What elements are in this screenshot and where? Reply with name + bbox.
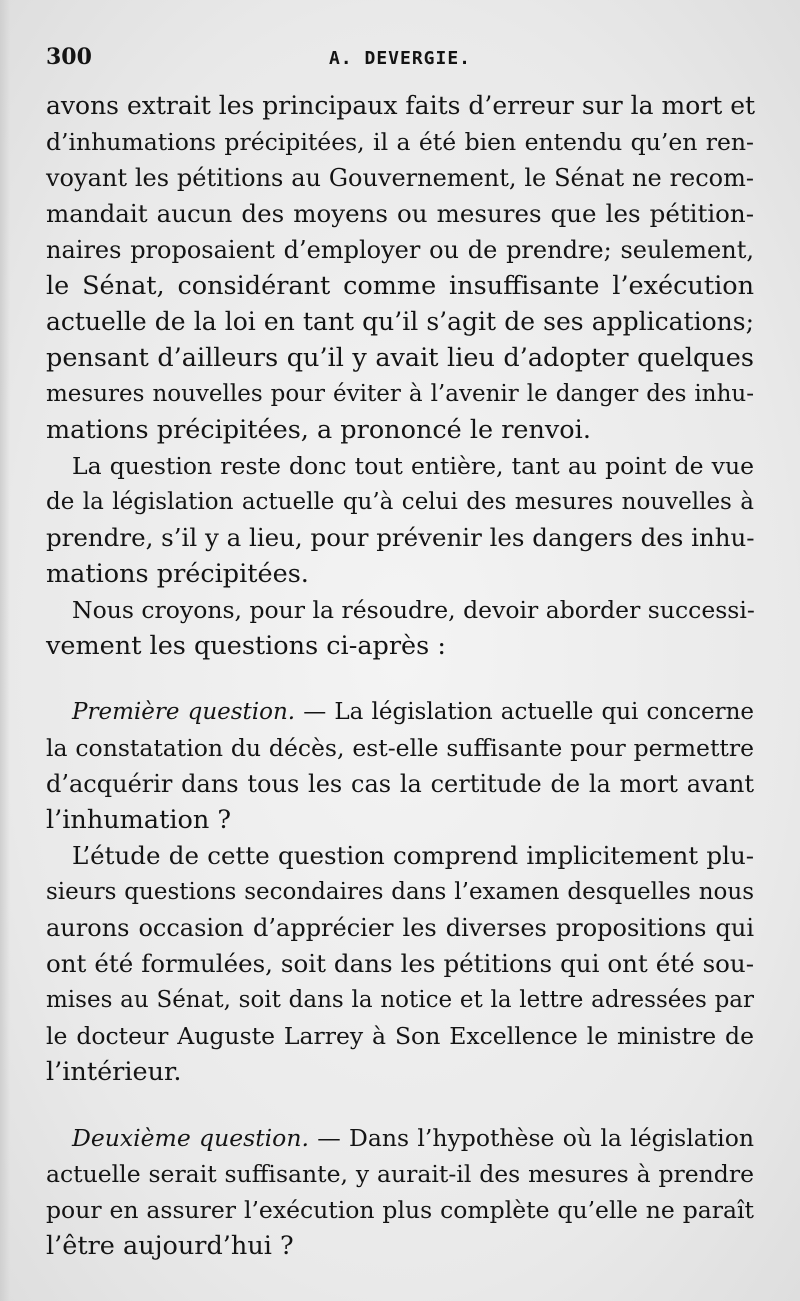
paragraph: [46, 448, 754, 592]
text-line: naires proposaient d’employer ou de prendre; seulement,: [46, 236, 754, 264]
body-text: [46, 88, 754, 1264]
question-text: — Dans l’hypothèse où la législation: [308, 1124, 754, 1152]
running-title: A. DEVERGIE.: [328, 48, 472, 69]
text-line: [46, 1120, 754, 1156]
text-line: le Sénat, considérant comme insuffisante l’exécution: [46, 271, 754, 301]
text-line: actuelle serait suffisante, y aurait-il des mesures à prendre: [46, 1160, 754, 1188]
text-line: l’inhumation ?: [46, 805, 232, 835]
text-line: mations précipitées, a prononcé le renvoi.: [46, 415, 591, 445]
text-line: l’intérieur.: [46, 1057, 182, 1087]
text-line: mesures nouvelles pour éviter à l’avenir le danger des inhu-: [46, 381, 754, 407]
text-line: L’étude de cette question comprend implicitement plu-: [72, 841, 754, 870]
text-line: la constatation du décès, est-elle suffisante pour permettre: [46, 734, 754, 762]
question-label: Première question.: [72, 699, 296, 725]
paragraph: [46, 592, 754, 664]
question-label: Deuxième question.: [72, 1124, 309, 1152]
question-text: — La législation actuelle qui concerne: [295, 699, 754, 725]
text-line: d’acquérir dans tous les cas la certitude de la mort avant: [46, 770, 754, 798]
text-line: ont été formulées, soit dans les pétitions qui ont été sou-: [46, 949, 754, 978]
text-line: Nous croyons, pour la résoudre, devoir aborder successi-: [72, 596, 755, 624]
text-line: mises au Sénat, soit dans la notice et la lettre adressées par: [46, 987, 754, 1013]
section-gap: [46, 1090, 754, 1120]
text-line: avons extrait les principaux faits d’erreur sur la mort et: [46, 91, 756, 120]
text-line: de la législation actuelle qu’à celui des mesures nouvelles à: [46, 489, 754, 515]
text-line: La question reste donc tout entière, tant au point de vue: [72, 452, 754, 480]
paragraph: [46, 88, 754, 448]
text-line: [46, 694, 754, 730]
section-gap: [46, 664, 754, 694]
text-line: aurons occasion d’apprécier les diverses propositions qui: [46, 914, 754, 942]
text-line: d’inhumations précipitées, il a été bien entendu qu’en ren-: [46, 128, 754, 156]
text-line: pour en assurer l’exécution plus complète qu’elle ne paraît: [46, 1196, 754, 1224]
text-line: voyant les pétitions au Gouvernement, le Sénat ne recom-: [46, 164, 754, 192]
text-line: prendre, s’il y a lieu, pour prévenir les dangers des inhu-: [46, 523, 755, 552]
text-line: mandait aucun des moyens ou mesures que les pétition-: [46, 199, 754, 228]
question-paragraph: [46, 1120, 754, 1264]
text-line: le docteur Auguste Larrey à Son Excellence le ministre de: [46, 1022, 754, 1050]
page-header: [46, 44, 754, 84]
text-line: mations précipitées.: [46, 559, 309, 589]
text-line: vement les questions ci-après :: [46, 631, 446, 661]
question-paragraph: [46, 694, 754, 838]
text-line: l’être aujourd’hui ?: [46, 1231, 294, 1261]
page-number: 300: [46, 44, 92, 70]
text-line: pensant d’ailleurs qu’il y avait lieu d’adopter quelques: [46, 343, 754, 373]
text-line: actuelle de la loi en tant qu’il s’agit de ses applications;: [46, 307, 754, 336]
text-line: sieurs questions secondaires dans l’examen desquelles nous: [46, 879, 754, 905]
paragraph: [46, 838, 754, 1090]
